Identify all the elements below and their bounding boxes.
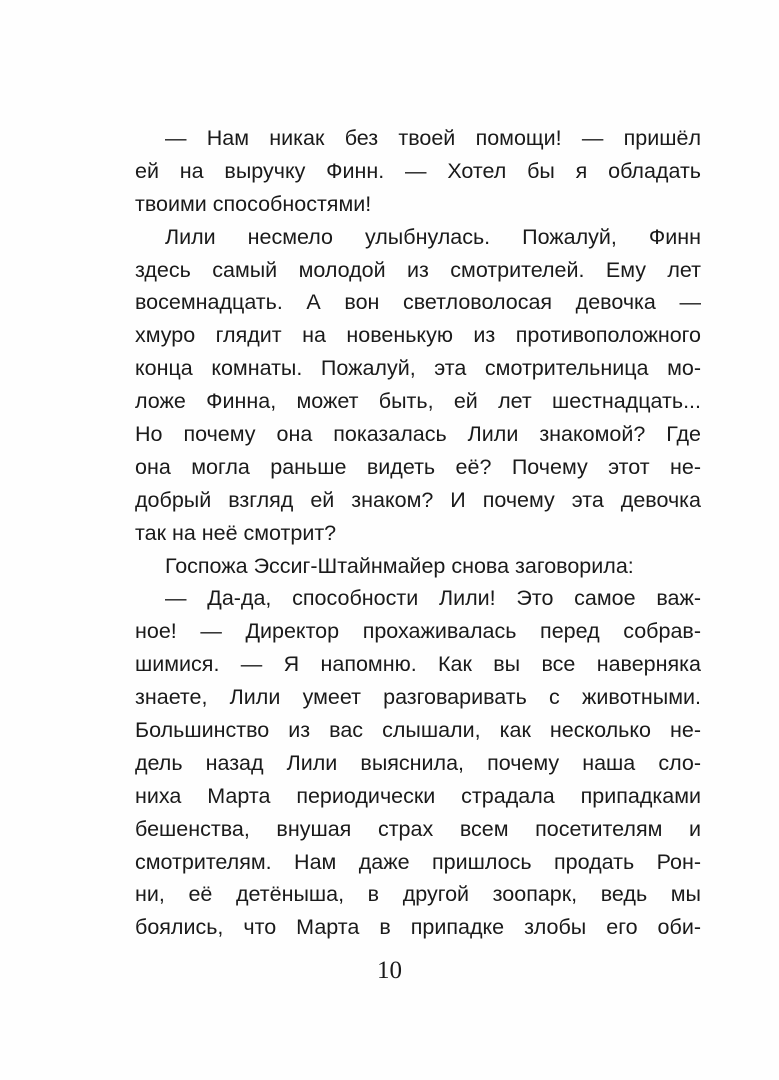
text-line: добрый взгляд ей знаком? И почему эта девочка (135, 487, 701, 512)
text-line: Госпожа Эссиг-Штайнмайер снова заговорила: (165, 553, 634, 578)
text-line: здесь самый молодой из смотрителей. Ему лет (135, 257, 701, 282)
text-line: хмуро глядит на новенькую из противоположного (135, 323, 701, 348)
text-line: ей на выручку Финн. — Хотел бы я обладать (135, 158, 701, 183)
text-line: Но почему она показалась Лили знакомой? Где (135, 422, 701, 447)
text-line: дель назад Лили выяснила, почему наша сло- (135, 750, 701, 775)
text-line: Большинство из вас слышали, как несколько не- (135, 718, 701, 743)
text-line: ное! — Директор прохаживалась перед собрав- (135, 619, 701, 644)
text-line: конца комнаты. Пожалуй, эта смотрительница мо- (135, 356, 701, 381)
text-line: она могла раньше видеть её? Почему этот не- (135, 454, 701, 479)
text-line: восемнадцать. А вон светловолосая девочка — (135, 290, 701, 315)
text-line: ниха Марта периодически страдала припадками (135, 783, 701, 808)
text-line: боялись, что Марта в припадке злобы его оби- (135, 915, 701, 940)
text-line: так на неё смотрит? (135, 520, 337, 545)
text-line: смотрителям. Нам даже пришлось продать Рон- (135, 849, 701, 874)
text-line: ни, её детёныша, в другой зоопарк, ведь мы (135, 882, 701, 907)
text-line: твоими способностями! (135, 191, 372, 216)
text-line: знаете, Лили умеет разговаривать с животными. (135, 685, 701, 710)
text-line: ложе Финна, может быть, ей лет шестнадцать... (135, 389, 701, 414)
body-text (135, 122, 701, 944)
text-line: — Нам никак без твоей помощи! — пришёл (165, 126, 701, 150)
page-number: 10 (377, 957, 402, 984)
text-line: Лили несмело улыбнулась. Пожалуй, Финн (165, 224, 701, 249)
text-line: бешенства, внушая страх всем посетителям и (135, 816, 701, 841)
text-line: — Да-да, способности Лили! Это самое важ- (165, 586, 701, 611)
text-line: шимися. — Я напомню. Как вы все наверняка (135, 652, 701, 677)
